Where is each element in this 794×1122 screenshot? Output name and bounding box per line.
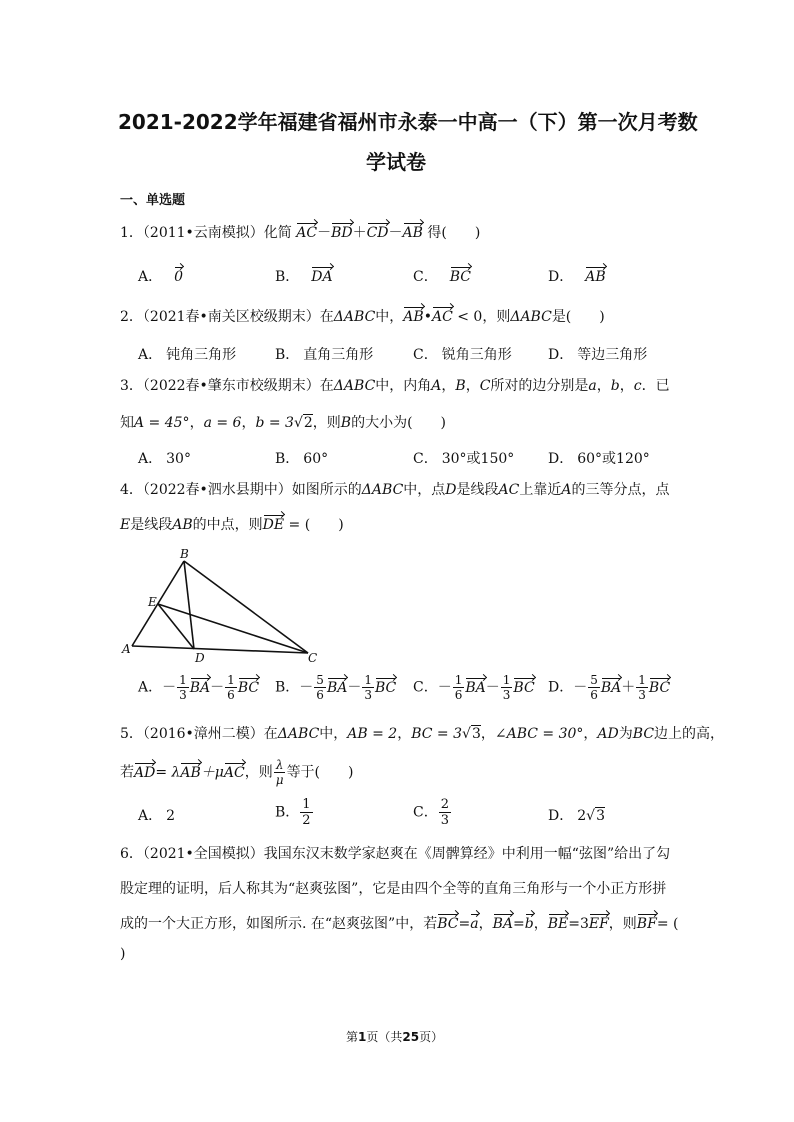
option-text: 60°或120° (577, 451, 650, 467)
segment-bc-line (184, 561, 308, 653)
option-label: A． (138, 679, 163, 696)
question-5-prefix: 5．（2016•漳州二模）在 (120, 726, 278, 742)
plus-sign: ＋ (352, 225, 367, 241)
question-4-prefix: 4．（2022春•泗水县期中）如图所示的 (120, 482, 362, 498)
triangle-abc: ΔABC (361, 482, 404, 498)
figure-label-a: A (122, 642, 131, 656)
question-1 (120, 222, 480, 242)
vector-ac: AC (296, 225, 318, 241)
triangle-abc: ΔABC (333, 378, 376, 394)
vector-ba: BA (189, 679, 211, 696)
text: ，则 (482, 309, 511, 325)
numerator: 1 (179, 673, 187, 687)
equals: = (458, 916, 471, 932)
segment-ab: AB (172, 517, 193, 533)
denominator: 3 (440, 813, 449, 828)
vector-bc: BC (449, 269, 471, 285)
section-heading: 一、单选题 (120, 193, 186, 208)
comma: ， (619, 378, 634, 394)
numerator: 1 (227, 673, 235, 687)
point-a: A (561, 482, 572, 498)
q3-option-d[interactable] (548, 448, 650, 468)
comma: ， (583, 726, 598, 742)
option-label: C． (413, 679, 438, 696)
fraction (588, 673, 600, 702)
vector-ba: BA (492, 916, 513, 932)
text: 成的一个大正方形，如图所示. 在“赵爽弦图”中，若 (120, 916, 438, 932)
segment-bd-line (184, 561, 194, 649)
option-label: C． (413, 804, 438, 821)
segment-ed-line (158, 604, 194, 649)
comma: ， (478, 916, 493, 932)
vector-bc: BC (437, 916, 459, 932)
q2-option-d[interactable] (548, 344, 647, 364)
q4-option-b[interactable] (275, 673, 396, 702)
condition-side-a: a = 6 (203, 415, 242, 431)
vector-b: b (524, 916, 534, 932)
footer-text: 页） (419, 1030, 444, 1044)
question-5-line1 (120, 723, 724, 743)
question-5-suffix: 等于( ) (286, 764, 354, 781)
page-title-line2: 学试卷 (366, 150, 426, 174)
option-label: D． (548, 679, 574, 696)
question-5-line2 (120, 758, 354, 787)
question-1-prefix: 1．（2011•云南模拟）化简 (120, 225, 292, 241)
vector-ac: AC (431, 309, 453, 325)
text: 的三等分点，点 (571, 482, 670, 498)
q1-option-b[interactable] (275, 266, 333, 286)
sqrt-sign: √ (293, 415, 303, 431)
sign: ＋ (621, 679, 636, 696)
vector-ab: AB (585, 269, 606, 285)
q2-option-a[interactable] (138, 344, 236, 364)
point-d: D (445, 482, 457, 498)
text: 为 (618, 726, 633, 742)
option-label: D． (548, 451, 574, 467)
option-label: A． (138, 808, 163, 824)
text: 边上的高， (654, 726, 725, 742)
point-e: E (120, 517, 131, 533)
denominator: 3 (179, 688, 187, 702)
equals: = (568, 916, 580, 932)
sign: － (299, 679, 314, 696)
question-4-suffix: = ( ) (288, 517, 344, 533)
question-3-line2 (120, 412, 446, 432)
q3-option-c[interactable] (413, 448, 514, 468)
denominator: 6 (454, 688, 463, 702)
coefficient: 3 (579, 916, 589, 932)
text: ．已 (641, 378, 670, 394)
q5-option-c[interactable] (413, 797, 452, 828)
sign: － (210, 679, 225, 696)
option-text: 等边三角形 (577, 347, 648, 363)
q1-option-a[interactable] (138, 266, 183, 286)
footer-text: 页（共 (366, 1030, 403, 1044)
figure-label-b: B (180, 548, 189, 561)
condition-angle: ∠ABC = 30° (494, 726, 584, 742)
q4-option-d[interactable] (548, 673, 670, 702)
triangle-abc: ΔABC (277, 726, 320, 742)
fraction (501, 673, 513, 702)
text: ，则 (608, 916, 637, 932)
segment-bc: BC (632, 726, 655, 742)
fraction (314, 673, 326, 702)
fraction-lambda-mu (274, 758, 286, 787)
numerator: 2 (440, 797, 449, 812)
question-6-line1: 6．（2021•全国模拟）我国东汉末数学家赵爽在《周髀算经》中利用一幅“弦图”给出了勾 (120, 846, 671, 862)
vector-ba: BA (600, 679, 622, 696)
option-text: 60° (303, 451, 329, 467)
text: 中， (319, 726, 348, 742)
q4-option-a[interactable] (138, 673, 259, 702)
text: 是线段 (130, 517, 173, 533)
option-text: 2 (166, 808, 176, 824)
question-2-prefix: 2．（2021春•南关区校级期末）在 (120, 309, 334, 325)
vector-bc: BC (374, 679, 397, 696)
condition-bc: BC = 3 (411, 726, 463, 742)
denominator: 3 (502, 688, 511, 702)
plus-mu: ＋μ (200, 764, 224, 781)
segment-ac-line (132, 646, 308, 653)
equals: = (512, 916, 525, 932)
vector-bd: BD (331, 225, 353, 241)
option-text: 2 (577, 808, 587, 824)
denominator: μ (275, 773, 284, 787)
numerator: 5 (316, 673, 324, 687)
question-2-suffix: 是( ) (551, 309, 605, 325)
vector-a: a (470, 916, 479, 932)
q2-option-c[interactable] (413, 344, 512, 364)
option-text: 钝角三角形 (166, 347, 237, 363)
text: 中， (375, 309, 404, 325)
sign: － (437, 679, 452, 696)
option-text: 30° (166, 451, 191, 467)
current-page-number: 1 (358, 1030, 367, 1044)
denominator: 6 (316, 688, 324, 702)
numerator: 1 (302, 797, 311, 812)
var-c: C (479, 378, 491, 394)
text: 是线段 (456, 482, 499, 498)
sign: － (485, 679, 500, 696)
q1-option-d[interactable] (548, 266, 606, 286)
comma: ， (533, 916, 548, 932)
vector-ab: AB (403, 309, 424, 325)
equals-lambda: = λ (155, 764, 181, 781)
question-3-suffix: 的大小为( ) (351, 415, 447, 431)
dot-op: • (423, 309, 432, 325)
figure-label-c: C (308, 651, 318, 665)
footer-text: 第 (346, 1030, 359, 1044)
vector-ef: EF (588, 916, 609, 932)
option-label: C． (413, 347, 438, 363)
page-footer (346, 1028, 443, 1045)
vector-bc: BC (513, 679, 535, 696)
condition-a: A = 45° (134, 415, 190, 431)
comma: ， (189, 415, 204, 431)
option-label: A． (138, 347, 163, 363)
text: 中，内角 (375, 378, 432, 394)
vector-ab: AB (180, 764, 201, 781)
q2-option-b[interactable] (275, 344, 373, 364)
figure-label-e: E (148, 595, 157, 609)
option-label: C． (413, 451, 438, 467)
triangle-abc: ΔABC (510, 309, 552, 325)
fraction (362, 673, 374, 702)
segment-ec-line (158, 604, 308, 653)
denominator: 2 (302, 813, 311, 828)
numerator: 1 (502, 673, 511, 687)
q5-option-b[interactable] (275, 797, 314, 828)
comma: ， (465, 378, 480, 394)
fraction (225, 673, 237, 702)
side-b: b (610, 378, 620, 394)
numerator: 1 (454, 673, 463, 687)
text: 所对的边分别是 (490, 378, 589, 394)
vector-ab: AB (402, 225, 423, 241)
page-title-line1: 2021-2022学年福建省福州市永泰一中高一（下）第一次月考数 (118, 110, 698, 134)
question-6-line4: ) (120, 946, 126, 962)
segment-ab-line (132, 561, 184, 646)
vector-cd: CD (366, 225, 389, 241)
text: ，则 (312, 415, 341, 431)
vector-ba: BA (465, 679, 486, 696)
sign: － (573, 679, 588, 696)
numerator: 5 (590, 673, 598, 687)
comma: ， (596, 378, 611, 394)
sqrt-sign: √ (462, 726, 471, 742)
option-label: D． (548, 347, 574, 363)
segment-ac: AC (498, 482, 520, 498)
text: 的中点，则 (192, 517, 263, 533)
vector-bc: BC (648, 679, 671, 696)
option-label: B． (275, 679, 300, 696)
option-text: 直角三角形 (303, 347, 374, 363)
numerator: λ (275, 758, 284, 772)
var-b: B (455, 378, 466, 394)
vector-da: DA (311, 269, 333, 285)
var-a: A (431, 378, 442, 394)
text: ，则 (244, 764, 273, 781)
question-6-line3 (120, 913, 678, 933)
question-3-line1 (120, 375, 670, 395)
q4-option-c[interactable] (413, 673, 535, 702)
segment-ad: AD (597, 726, 619, 742)
fraction (300, 797, 312, 828)
q3-option-a[interactable] (138, 448, 191, 468)
total-page-count: 25 (402, 1030, 420, 1044)
question-3-prefix: 3．（2022春•肇东市校级期末）在 (120, 378, 334, 394)
question-1-suffix: 得( ) (427, 225, 481, 241)
text: 若 (120, 764, 134, 781)
fraction (453, 673, 465, 702)
option-label: C． (413, 269, 438, 285)
option-text: 锐角三角形 (441, 347, 512, 363)
option-label: D． (548, 269, 574, 285)
text: 上靠近 (519, 482, 562, 498)
triangle-abc: ΔABC (333, 309, 376, 325)
sqrt-sign: √ (586, 808, 596, 824)
denominator: 3 (364, 688, 372, 702)
fraction (177, 673, 189, 702)
option-label: A． (138, 451, 163, 467)
comma: ， (441, 378, 456, 394)
comma: ， (397, 726, 412, 742)
vector-ac: AC (223, 764, 245, 781)
q5-option-d[interactable] (548, 805, 605, 825)
condition-side-b: b = 3 (255, 415, 294, 431)
q5-option-a[interactable] (138, 805, 175, 825)
sqrt-radicand: 3 (471, 726, 481, 742)
vector-bf: BF (636, 916, 657, 932)
question-6-line2: 股定理的证明，后人称其为“赵爽弦图”，它是由四个全等的直角三角形与一个小正方形拼 (120, 881, 667, 897)
sqrt-radicand: 2 (303, 415, 313, 431)
sqrt-radicand: 3 (596, 808, 605, 824)
q1-option-c[interactable] (413, 266, 471, 286)
vector-be: BE (547, 916, 569, 932)
side-a: a (588, 378, 597, 394)
sign: － (347, 679, 362, 696)
comma: ， (480, 726, 495, 742)
triangle-figure (118, 548, 328, 666)
var-b: B (340, 415, 352, 431)
option-text: 30°或150° (441, 451, 515, 467)
minus-sign: － (317, 225, 332, 241)
denominator: 6 (227, 688, 235, 702)
side-c: c (633, 378, 642, 394)
option-label: D． (548, 808, 574, 824)
option-label: B． (275, 347, 300, 363)
numerator: 1 (638, 673, 646, 687)
fraction (439, 797, 451, 828)
fraction (636, 673, 648, 702)
text: 知 (120, 415, 134, 431)
sign: － (162, 679, 177, 696)
question-2 (120, 306, 605, 326)
zero-vector: 0 (174, 269, 184, 285)
minus-sign: － (388, 225, 403, 241)
option-label: B． (275, 451, 300, 467)
inequality: < 0 (457, 309, 483, 325)
vector-ba: BA (326, 679, 348, 696)
comma: ， (241, 415, 256, 431)
vector-bc: BC (237, 679, 260, 696)
vector-ad: AD (134, 764, 156, 781)
denominator: 3 (638, 688, 646, 702)
denominator: 6 (590, 688, 598, 702)
text: 中，点 (403, 482, 446, 498)
option-label: A． (138, 269, 163, 285)
text: = ( (656, 916, 679, 932)
option-label: B． (275, 269, 300, 285)
figure-label-d: D (195, 651, 205, 665)
question-4-line2 (120, 514, 344, 534)
question-4-line1 (120, 479, 669, 499)
condition-ab: AB = 2 (347, 726, 398, 742)
q3-option-b[interactable] (275, 448, 328, 468)
numerator: 1 (364, 673, 372, 687)
vector-de: DE (262, 517, 285, 533)
option-label: B． (275, 804, 300, 821)
